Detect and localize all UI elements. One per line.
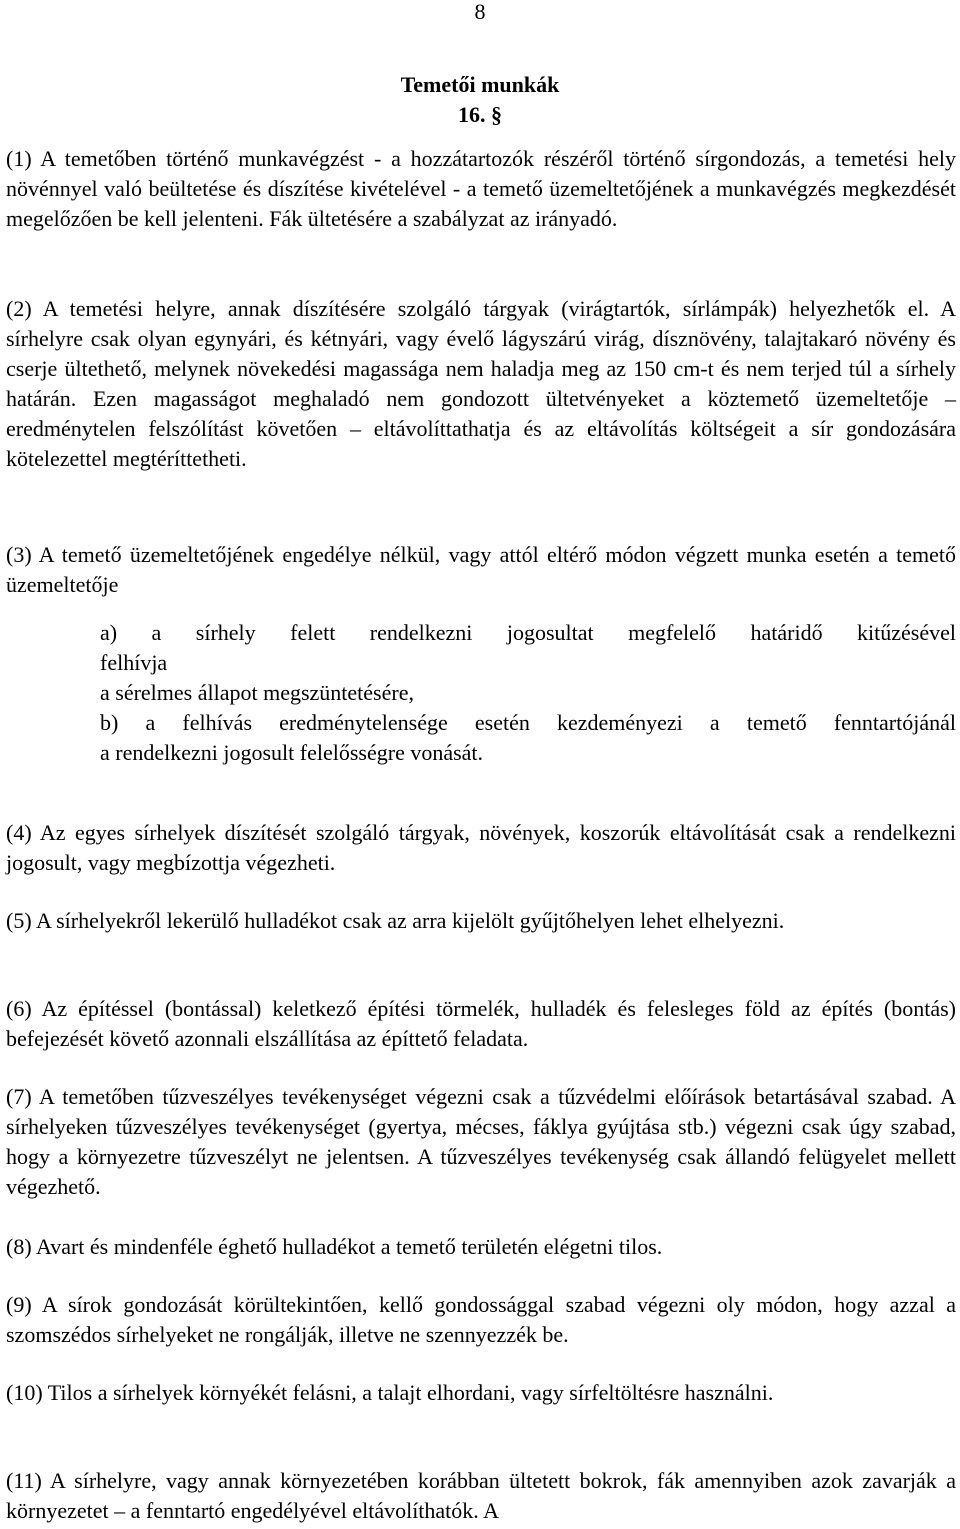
paragraph-3-list — [100, 618, 956, 768]
paragraph-1: (1) A temetőben történő munkavégzést - a hozzátartozók részéről történő sírgondozás, a temetési hely növénnyel való beültetése és díszítése kivételével - a temető üzemeltetőjének a munkavégzés megkezdését megelőzően be kell jelenteni. Fák ültetésére a szabályzat az irányadó. — [6, 146, 956, 231]
paragraph-4: (4) Az egyes sírhelyek díszítését szolgáló tárgyak, növények, koszorúk eltávolítását csak a rendelkezni jogosult, vagy megbízottja végezheti. — [6, 820, 956, 875]
paragraph-7: (7) A temetőben tűzveszélyes tevékenységet végezni csak a tűzvédelmi előírások betartásával szabad. A sírhelyeken tűzveszélyes tevékenységet (gyertya, mécses, fáklya gyújtása stb.) végezni csak úgy szabad, hogy a környezetre tűzveszélyt ne jelentsen. A tűzveszélyes tevékenység csak állandó felügyelet mellett végezhető. — [6, 1084, 956, 1199]
list-item-a-line-2: felhívja — [100, 650, 168, 675]
paragraph-11: (11) A sírhelyre, vagy annak környezetében korábban ültetett bokrok, fák amennyiben azok zavarják a környezetet – a fenntartó engedélyével eltávolíthatók. A — [6, 1468, 956, 1523]
list-item-a-line-1: a) a sírhely felett rendelkezni jogosultat megfelelő határidő kitűzésével — [100, 620, 956, 645]
paragraph-2: (2) A temetési helyre, annak díszítésére szolgáló tárgyak (virágtartók, sírlámpák) helyezhetők el. A sírhelyre csak olyan egynyári, és kétnyári, vagy évelő lágyszárú virág, dísznövény, talajtakaró növény és cserje ültethető, melynek növekedési magassága nem haladja meg az 150 cm-t és nem terjed túl a sírhely határán. Ezen magasságot meghaladó nem gondozott ültetvényeket a köztemető üzemeltetője – eredménytelen felszólítást követően – eltávolíttathatja és az eltávolítás költségeit a sír gondozására kötelezettel megtéríttetheti. — [6, 296, 956, 471]
paragraph-5: (5) A sírhelyekről lekerülő hulladékot csak az arra kijelölt gyűjtőhelyen lehet elhelyezni. — [6, 908, 785, 933]
section-title: Temetői munkák — [400, 72, 560, 97]
page-number: 8 — [474, 0, 486, 24]
list-item-b-line-2: a rendelkezni jogosult felelősségre vonását. — [100, 740, 484, 765]
list-item-a-line-3: a sérelmes állapot megszüntetésére, — [100, 680, 414, 705]
section-number: 16. § — [458, 102, 502, 127]
paragraph-3: (3) A temető üzemeltetőjének engedélye nélkül, vagy attól eltérő módon végzett munka esetén a temető üzemeltetője — [6, 542, 956, 597]
paragraph-8: (8) Avart és mindenféle éghető hulladékot a temető területén elégetni tilos. — [6, 1234, 663, 1259]
paragraph-6: (6) Az építéssel (bontással) keletkező építési törmelék, hulladék és felesleges föld az építés (bontás) befejezését követő azonnali elszállítása az építtető feladata. — [6, 996, 956, 1051]
paragraph-9: (9) A sírok gondozását körültekintően, kellő gondossággal szabad végezni oly módon, hogy azzal a szomszédos sírhelyeket ne rongálják, illetve ne szennyezzék be. — [6, 1292, 956, 1347]
paragraph-10: (10) Tilos a sírhelyek környékét felásni, a talajt elhordani, vagy sírfeltöltésre használni. — [6, 1380, 774, 1405]
list-item-b-line-1: b) a felhívás eredménytelensége esetén kezdeményezi a temető fenntartójánál — [100, 710, 956, 735]
